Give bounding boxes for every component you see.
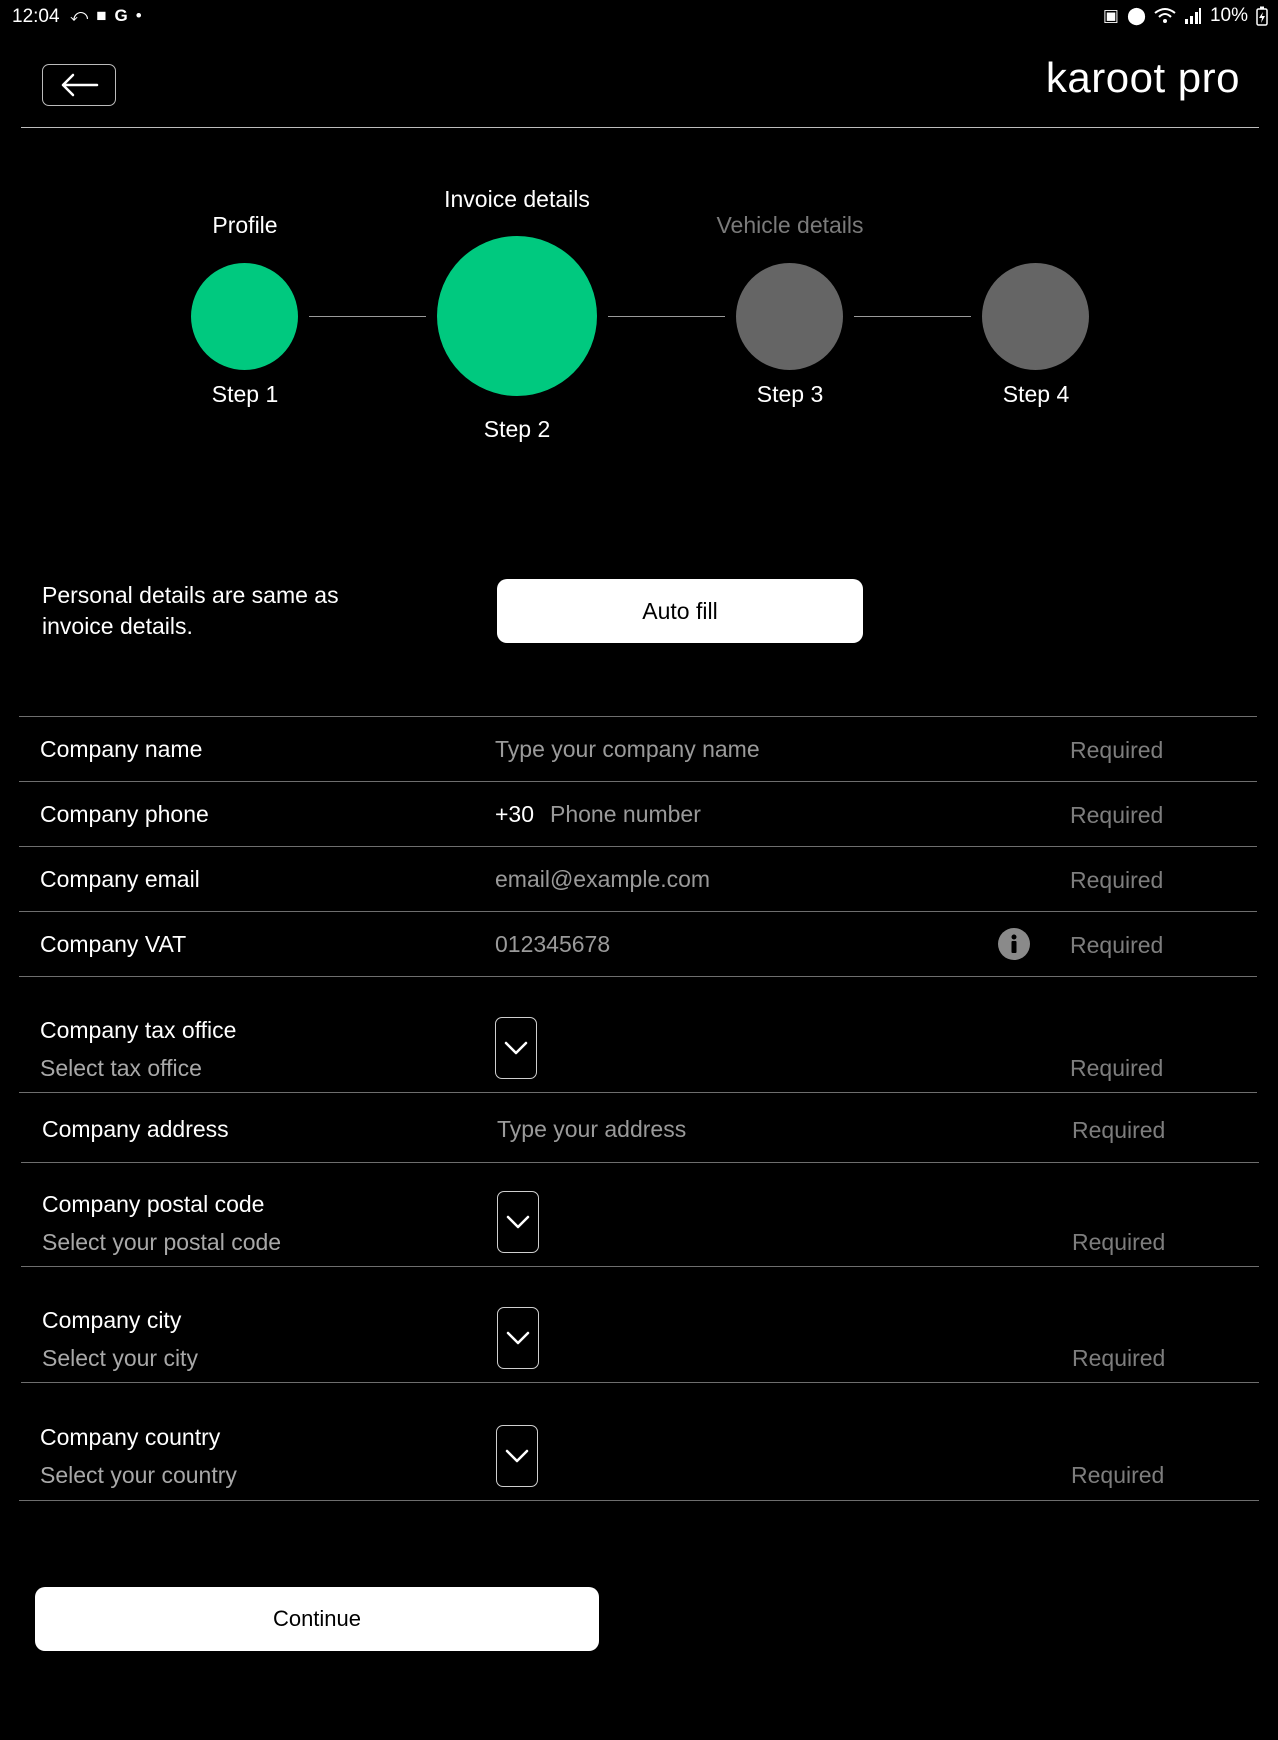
- signal-icon: [1184, 7, 1202, 25]
- step-2-circle[interactable]: [437, 236, 597, 396]
- back-button[interactable]: [42, 64, 116, 106]
- status-time: 12:04: [12, 6, 60, 27]
- company-name-label: Company name: [40, 736, 203, 762]
- arrow-left-icon: [59, 73, 99, 97]
- required-indicator: Required: [1072, 1117, 1166, 1143]
- required-indicator: Required: [1072, 1229, 1166, 1255]
- step-1-circle[interactable]: [191, 263, 298, 370]
- step-4-label: Step 4: [1002, 381, 1070, 407]
- tax-office-dropdown-button[interactable]: [495, 1017, 537, 1079]
- row-divider: [19, 911, 1257, 912]
- row-divider: [21, 1382, 1259, 1383]
- continue-button[interactable]: Continue: [35, 1587, 599, 1651]
- city-select-value[interactable]: Select your city: [42, 1345, 198, 1371]
- row-divider: [21, 1162, 1259, 1163]
- auto-fill-button[interactable]: Auto fill: [497, 579, 863, 643]
- step-3-title: Vehicle details: [716, 212, 864, 238]
- company-phone-label: Company phone: [40, 801, 209, 827]
- step-connector: [854, 316, 971, 317]
- row-divider: [19, 716, 1257, 717]
- battery-charging-icon: [1256, 6, 1268, 26]
- step-1-title: Profile: [212, 212, 278, 238]
- chevron-down-icon: [506, 1215, 530, 1229]
- company-email-label: Company email: [40, 866, 200, 892]
- step-connector: [309, 316, 426, 317]
- info-icon[interactable]: [998, 928, 1030, 960]
- lock-icon: ▣: [1102, 6, 1119, 25]
- video-camera-icon: ■: [96, 6, 107, 25]
- chevron-down-icon: [505, 1449, 529, 1463]
- company-vat-input[interactable]: 012345678: [495, 931, 611, 957]
- missed-call-icon: ⤺: [70, 6, 89, 25]
- step-2-title: Invoice details: [444, 186, 590, 212]
- company-vat-label: Company VAT: [40, 931, 187, 957]
- required-indicator: Required: [1070, 737, 1164, 763]
- company-postal-code-label: Company postal code: [42, 1191, 265, 1217]
- required-indicator: Required: [1071, 1462, 1165, 1488]
- country-dropdown-button[interactable]: [496, 1425, 538, 1487]
- step-2-label: Step 2: [483, 416, 551, 442]
- chevron-down-icon: [506, 1331, 530, 1345]
- step-3-circle[interactable]: [736, 263, 843, 370]
- company-email-input[interactable]: email@example.com: [495, 866, 711, 892]
- required-indicator: Required: [1072, 1345, 1166, 1371]
- chevron-down-icon: [504, 1041, 528, 1055]
- location-icon: ⬤: [1126, 6, 1146, 25]
- postal-code-dropdown-button[interactable]: [497, 1191, 539, 1253]
- row-divider: [19, 1092, 1257, 1093]
- company-phone-input[interactable]: Phone number: [550, 801, 701, 827]
- row-divider: [19, 976, 1257, 977]
- required-indicator: Required: [1070, 802, 1164, 828]
- company-country-label: Company country: [40, 1424, 221, 1450]
- row-divider: [21, 1266, 1259, 1267]
- battery-percent: 10%: [1209, 5, 1248, 26]
- header-divider: [21, 127, 1259, 128]
- tax-office-select-value[interactable]: Select tax office: [40, 1055, 202, 1081]
- row-divider: [19, 846, 1257, 847]
- status-right-icons: [1103, 5, 1268, 27]
- phone-country-code[interactable]: +30: [495, 801, 535, 827]
- autofill-description: Personal details are same as invoice details.: [42, 582, 339, 639]
- company-tax-office-label: Company tax office: [40, 1017, 237, 1043]
- company-city-label: Company city: [42, 1307, 182, 1333]
- company-address-input[interactable]: Type your address: [497, 1116, 687, 1142]
- step-1-label: Step 1: [211, 381, 279, 407]
- notification-dot-icon: •: [135, 6, 142, 25]
- step-connector: [608, 316, 725, 317]
- status-left-icons: [70, 5, 142, 27]
- info-glyph-icon: [998, 928, 1030, 960]
- city-dropdown-button[interactable]: [497, 1307, 539, 1369]
- postal-code-select-value[interactable]: Select your postal code: [42, 1229, 282, 1255]
- status-bar: [0, 0, 1278, 34]
- step-4-circle[interactable]: [982, 263, 1089, 370]
- step-3-label: Step 3: [756, 381, 824, 407]
- brand-logo: karoot pro: [1045, 54, 1240, 101]
- google-icon: G: [114, 6, 128, 25]
- wifi-icon: [1154, 7, 1176, 25]
- row-divider: [19, 1500, 1259, 1501]
- required-indicator: Required: [1070, 932, 1164, 958]
- required-indicator: Required: [1070, 867, 1164, 893]
- row-divider: [19, 781, 1257, 782]
- company-name-input[interactable]: Type your company name: [495, 736, 760, 762]
- company-address-label: Company address: [42, 1116, 229, 1142]
- country-select-value[interactable]: Select your country: [40, 1462, 237, 1488]
- required-indicator: Required: [1070, 1055, 1164, 1081]
